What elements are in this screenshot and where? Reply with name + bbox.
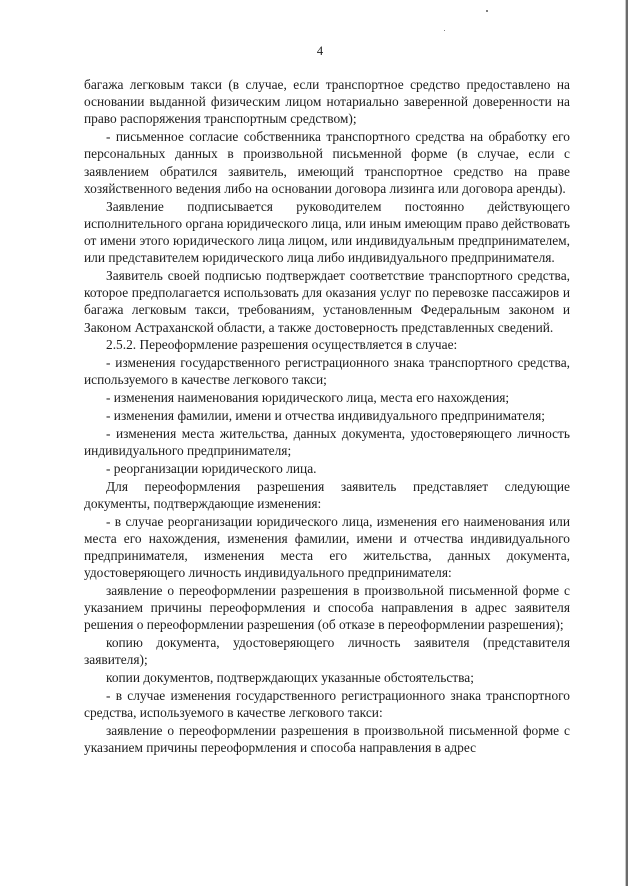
paragraph-applicant-confirmation: Заявитель своей подписью подтверждает соответствие транспортного средства, которое предполагается использовать для оказания услуг по перевозке пассажиров и багажа легковым такси, требованиям, установленным Федеральным законом и Законом Астраханской области, а также достоверность представленных сведений.: [84, 268, 570, 335]
list-item-name-change: - изменения наименования юридического лица, места его нахождения;: [106, 390, 510, 406]
list-item-reorganization: - реорганизации юридического лица.: [106, 460, 317, 476]
paragraph-reissue-application: заявление о переоформлении разрешения в произвольной письменной форме с указанием причины переоформления и способа направления в адрес заявителя решения о переоформлении разрешения (об отказе в переоформлении разрешения);: [84, 583, 570, 633]
paragraph-section-2-5-2: 2.5.2. Переоформление разрешения осуществляется в случае:: [106, 337, 458, 353]
scan-edge-line: [626, 0, 628, 886]
scan-speck: [486, 10, 488, 12]
paragraph-owner-consent: - письменное согласие собственника транспортного средства на обработку его персональных данных в произвольной письменной форме (в случае, если с заявлением обратился заявитель, имеющий транспортное средство на праве хозяйственного ведения либо на основании договора лизинга или договора аренды).: [84, 129, 570, 196]
list-item-residence-change: - изменения места жительства, данных документа, удостоверяющего личность индивидуального предпринимателя;: [84, 425, 570, 459]
page-number: 4: [316, 44, 324, 58]
list-item-reorganization-case: - в случае реорганизации юридического лица, изменения его наименования или места его нахождения, изменения фамилии, имени и отчества индивидуального предпринимателя, изменения места его жительства, данных документа, удостоверяющего личность индивидуального предпринимателя:: [84, 513, 570, 581]
list-item-plate-change-case: - в случае изменения государственного регистрационного знака транспортного средства, используемого в качестве легкового такси:: [84, 688, 570, 721]
body-text: [84, 76, 570, 757]
list-item-plate-change: - изменения государственного регистрационного знака транспортного средства, используемого в качестве легкового такси;: [84, 355, 570, 388]
paragraph-signature-authority: Заявление подписывается руководителем постоянно действующего исполнительного органа юридического лица, или иным имеющим право действовать от имени этого юридического лица лицом, или индивидуальным предпринимателем, или представителем юридического лица либо индивидуального предпринимателя.: [84, 198, 570, 266]
paragraph-id-copy: копию документа, удостоверяющего личность заявителя (представителя заявителя);: [84, 635, 570, 668]
scan-speck: [444, 30, 445, 31]
paragraph-documents-intro: Для переоформления разрешения заявитель представляет следующие документы, подтверждающие изменения:: [84, 478, 570, 511]
paragraph-supporting-copies: копии документов, подтверждающих указанные обстоятельства;: [106, 670, 474, 686]
paragraph-reissue-application-2: заявление о переоформлении разрешения в произвольной письменной форме с указанием причины переоформления и способа направления в адрес: [84, 723, 570, 756]
paragraph-continuation: багажа легковым такси (в случае, если транспортное средство предоставлено на основании выданной физическим лицом нотариально заверенной доверенности на право распоряжения транспортным средством);: [84, 77, 570, 127]
list-item-fio-change: - изменения фамилии, имени и отчества индивидуального предпринимателя;: [106, 408, 545, 424]
